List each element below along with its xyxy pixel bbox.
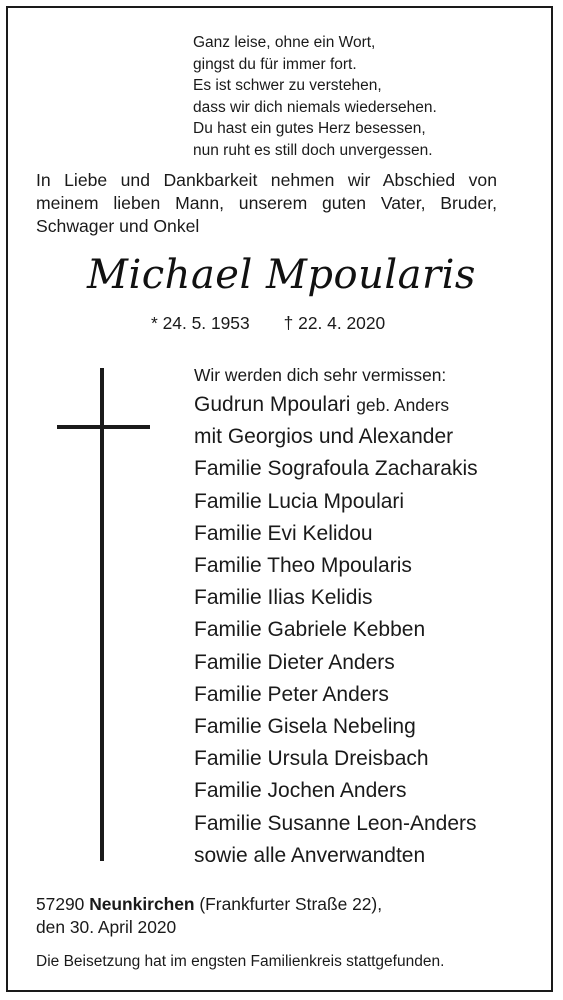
poem-line: Du hast ein gutes Herz besessen, [193,120,426,137]
poem-line: nun ruht es still doch unvergessen. [193,141,433,159]
list-item: Familie Peter Anders [194,682,389,706]
intro-text: In Liebe und Dankbarkeit nehmen wir Abschied von meinem lieben Mann, unserem guten Vater, Bruder, Schwager und Onkel [36,170,497,236]
death-date: † 22. 4. 2020 [283,313,386,333]
mourners-heading: Wir werden dich sehr vermissen: [194,365,447,385]
list-item: mit Georgios und Alexander [194,425,454,449]
street: (Frankfurter Straße 22), [199,894,383,914]
address-block [36,893,382,939]
address-line [36,893,382,916]
list-item: Familie Gabriele Kebben [194,618,426,642]
postcode: 57290 [36,894,85,914]
list-item [194,389,478,421]
poem-line: dass wir dich niemals wiedersehen. [193,98,437,116]
poem-line: Es ist schwer zu verstehen, [193,77,382,94]
birth-date: * 24. 5. 1953 [151,313,250,333]
list-item: Familie Gisela Nebeling [194,715,416,739]
city: Neunkirchen [89,894,195,914]
list-item: Familie Ursula Dreisbach [194,747,429,771]
list-item: Familie Lucia Mpoulari [194,489,405,513]
deceased-name: Michael Mpoularis [87,252,476,298]
list-item: Familie Ilias Kelidis [194,586,373,610]
list-item: Familie Sografoula Zacharakis [194,457,478,481]
cross-icon [100,368,104,861]
poem-line: Ganz leise, ohne ein Wort, [193,34,376,51]
widow-name: Gudrun Mpoulari [194,393,351,416]
date-line: den 30. April 2020 [36,917,177,937]
life-dates [151,313,385,334]
mourners-list [194,389,478,872]
list-item: Familie Theo Mpoularis [194,554,412,578]
list-item: Familie Jochen Anders [194,779,407,803]
list-item: Familie Dieter Anders [194,650,395,674]
list-item: Familie Evi Kelidou [194,521,373,545]
poem-line: gingst du für immer fort. [193,55,357,73]
maiden-name: geb. Anders [356,395,450,415]
poem [193,32,437,161]
burial-note: Die Beisetzung hat im engsten Familienkreis stattgefunden. [36,953,445,970]
cross-icon-bar [57,425,150,429]
list-item: sowie alle Anverwandten [194,843,426,867]
list-item: Familie Susanne Leon-Anders [194,811,477,835]
